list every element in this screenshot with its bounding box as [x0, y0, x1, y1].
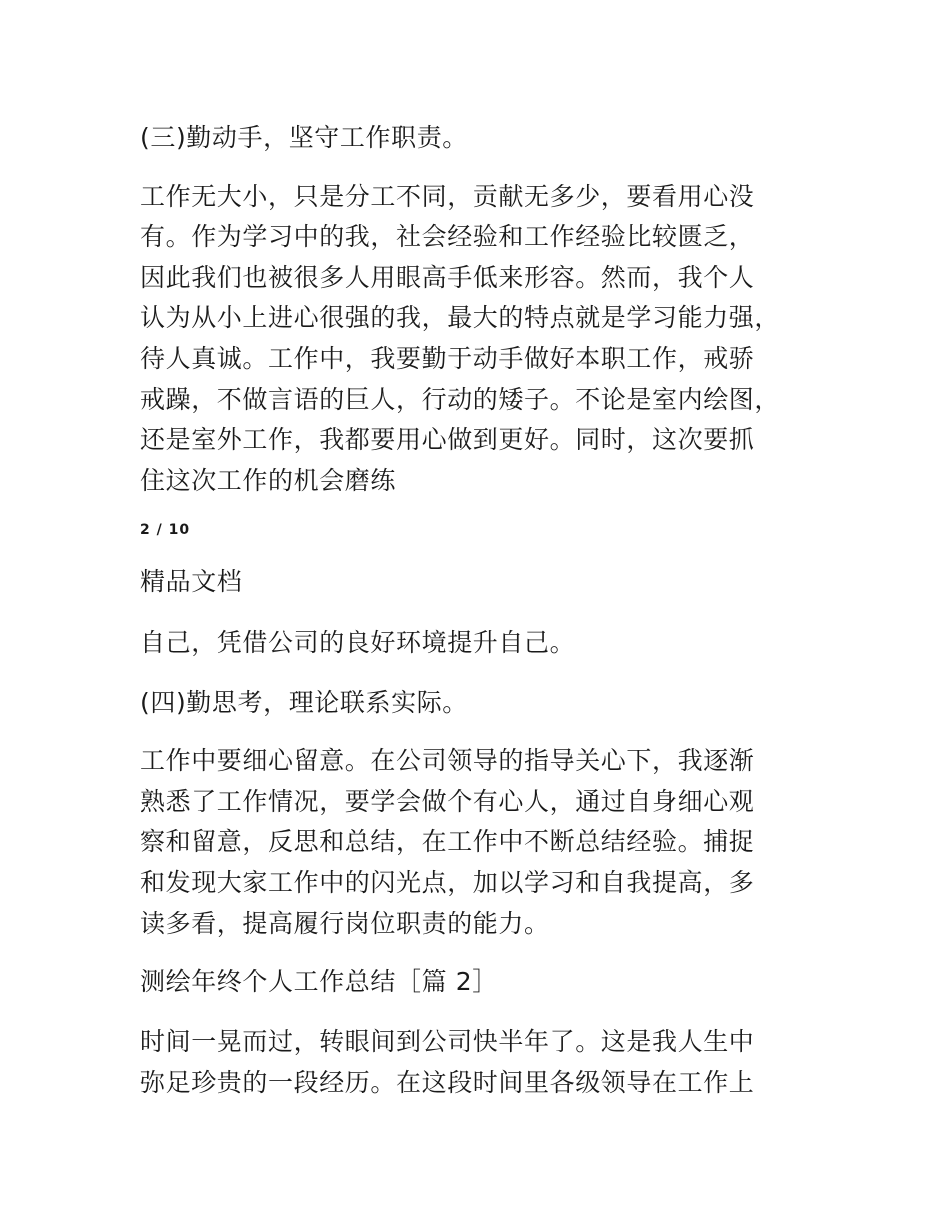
section-3-line: 还是室外工作，我都要用心做到更好。同时，这次要抓	[140, 425, 755, 454]
page-number: 2 / 10	[140, 522, 191, 538]
continuation-line: 自己，凭借公司的良好环境提升自己。	[140, 628, 576, 657]
section-3-line: 有。作为学习中的我，社会经验和工作经验比较匮乏，	[140, 222, 755, 251]
section-3-line: 住这次工作的机会磨练	[140, 466, 397, 495]
section-3-line: 待人真诚。工作中，我要勤于动手做好本职工作，戒骄	[140, 344, 755, 373]
section-3-line: 因此我们也被很多人用眼高手低来形容。然而，我个人	[140, 263, 755, 292]
section-4-line: 和发现大家工作中的闪光点，加以学习和自我提高，多	[140, 868, 755, 897]
section-4-line: 熟悉了工作情况，要学会做个有心人，通过自身细心观	[140, 787, 755, 816]
section-4-line: 工作中要细心留意。在公司领导的指导关心下，我逐渐	[140, 746, 755, 775]
section-4-line: 读多看，提高履行岗位职责的能力。	[140, 909, 550, 938]
section-3-line: 工作无大小，只是分工不同，贡献无多少，要看用心没	[140, 182, 755, 211]
section-3-heading: (三)勤动手，坚守工作职责。	[140, 123, 468, 152]
article-2-line: 时间一晃而过，转眼间到公司快半年了。这是我人生中	[140, 1027, 755, 1056]
section-3-line: 戒躁，不做言语的巨人，行动的矮子。不论是室内绘图，	[140, 385, 781, 414]
doc-label: 精品文档	[140, 567, 243, 596]
article-2-title: 测绘年终个人工作总结［篇 2］	[140, 967, 498, 996]
section-4-line: 察和留意，反思和总结，在工作中不断总结经验。捕捉	[140, 827, 755, 856]
article-2-line: 弥足珍贵的一段经历。在这段时间里各级领导在工作上	[140, 1068, 755, 1097]
section-3-line: 认为从小上进心很强的我，最大的特点就是学习能力强，	[140, 303, 781, 332]
section-4-heading: (四)勤思考，理论联系实际。	[140, 688, 468, 717]
